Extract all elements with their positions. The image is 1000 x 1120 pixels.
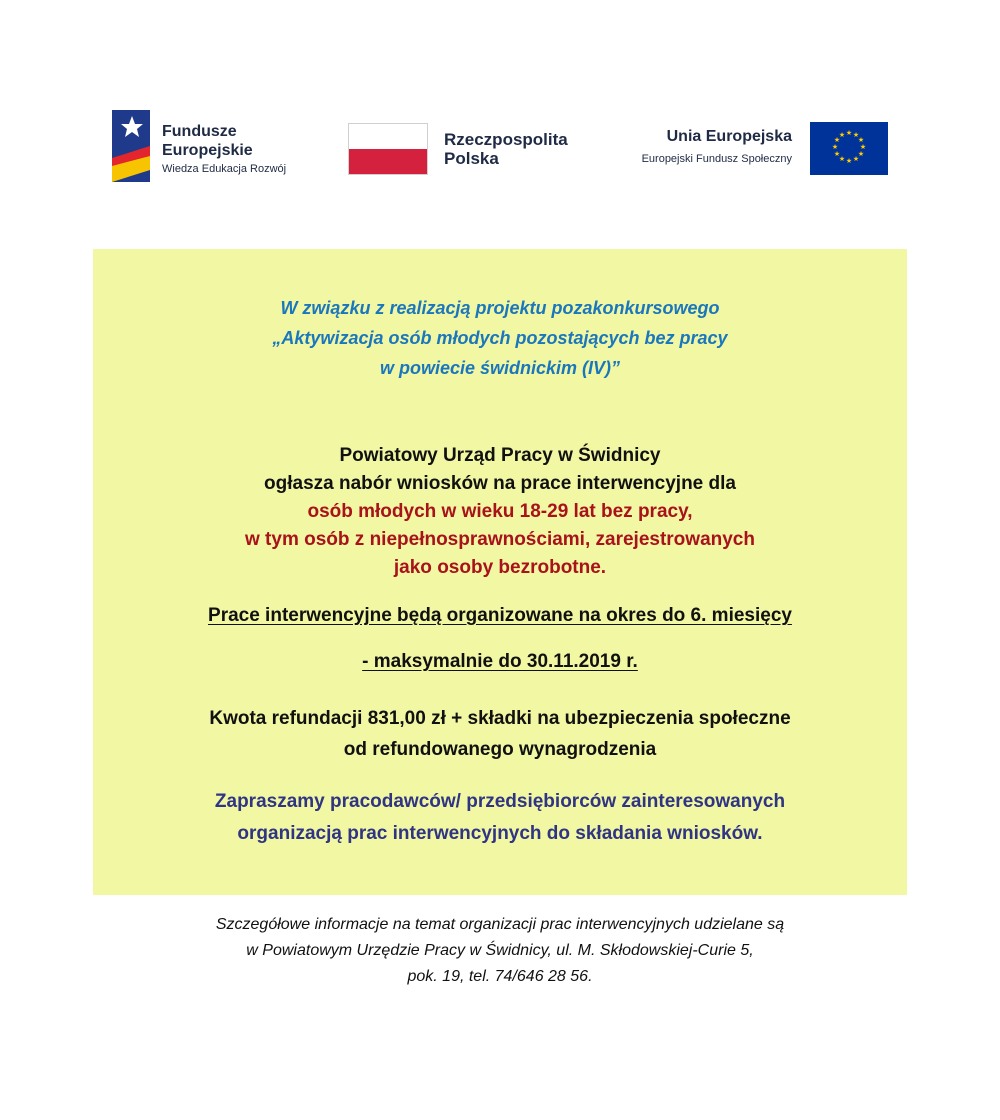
eu-flag-icon [810,122,888,175]
refund-line-2: od refundowanego wynagrodzenia [343,739,657,760]
intro-line-3: w powiecie świdnickim (IV)” [379,358,621,378]
svg-text:★: ★ [857,150,865,158]
svg-text:★: ★ [833,136,841,144]
invite-line-1: Zapraszamy pracodawców/ przedsiębiorców zainteresowanych [214,791,786,812]
footer-line-2: w Powiatowym Urzędzie Pracy w Świdnicy, ul. M. Skłodowskiej-Curie 5, [246,942,754,959]
footer-line-1: Szczegółowe informacje na temat organizacji prac interwencyjnych udzielane są [215,916,785,933]
refund-line-1: Kwota refundacji 831,00 zł + składki na ubezpieczenia społeczne [209,708,791,729]
svg-text:★: ★ [857,136,865,144]
invite-line-2: organizacją prac interwencyjnych do składania wniosków. [237,823,763,844]
logo-bar [0,0,1000,200]
period-line-2: - maksymalnie do 30.11.2019 r. [362,651,638,672]
period-info [93,603,907,675]
svg-text:★: ★ [852,155,860,163]
fundusze-title: Fundusze Europejskie [162,123,253,159]
rzeczpospolita-title: Rzeczpospolita Polska [444,130,568,168]
refund-info [93,703,907,765]
target-line-3: jako osoby bezrobotne. [393,557,607,578]
project-intro [93,293,907,383]
invitation-text [93,786,907,850]
call-text: ogłasza nabór wniosków na prace interwencyjne dla [264,473,736,494]
intro-line-2: „Aktywizacja osób młodych pozostających bez pracy [272,328,728,348]
fundusze-europejskie-emblem-icon [112,110,150,182]
fundusze-europejskie-logo [112,110,312,185]
polish-flag-icon [348,123,428,175]
contact-footer [0,912,1000,990]
svg-text:★: ★ [859,143,867,151]
announcement-text [93,442,907,582]
svg-text:★: ★ [838,131,846,139]
target-line-2: w tym osób z niepełnosprawnościami, zarejestrowanych [245,529,755,550]
svg-text:★: ★ [831,143,839,151]
svg-text:★: ★ [852,131,860,139]
svg-text:★: ★ [845,157,853,165]
announcement-box [93,249,907,895]
intro-line-1: W związku z realizacją projektu pozakonkursowego [280,298,720,318]
footer-line-3: pok. 19, tel. 74/646 28 56. [407,968,593,985]
unia-subtitle: Europejski Fundusz Społeczny [641,153,792,165]
svg-text:★: ★ [845,129,853,137]
target-line-1: osób młodych w wieku 18-29 lat bez pracy, [307,501,693,522]
fundusze-subtitle: Wiedza Edukacja Rozwój [162,163,287,175]
svg-text:★: ★ [838,155,846,163]
office-name: Powiatowy Urząd Pracy w Świdnicy [339,445,661,466]
rzeczpospolita-logo [348,120,598,180]
unia-europejska-logo [626,120,888,180]
svg-text:★: ★ [833,150,841,158]
period-line-1: Prace interwencyjne będą organizowane na okres do 6. miesięcy [208,605,792,626]
unia-title: Unia Europejska [666,128,792,145]
